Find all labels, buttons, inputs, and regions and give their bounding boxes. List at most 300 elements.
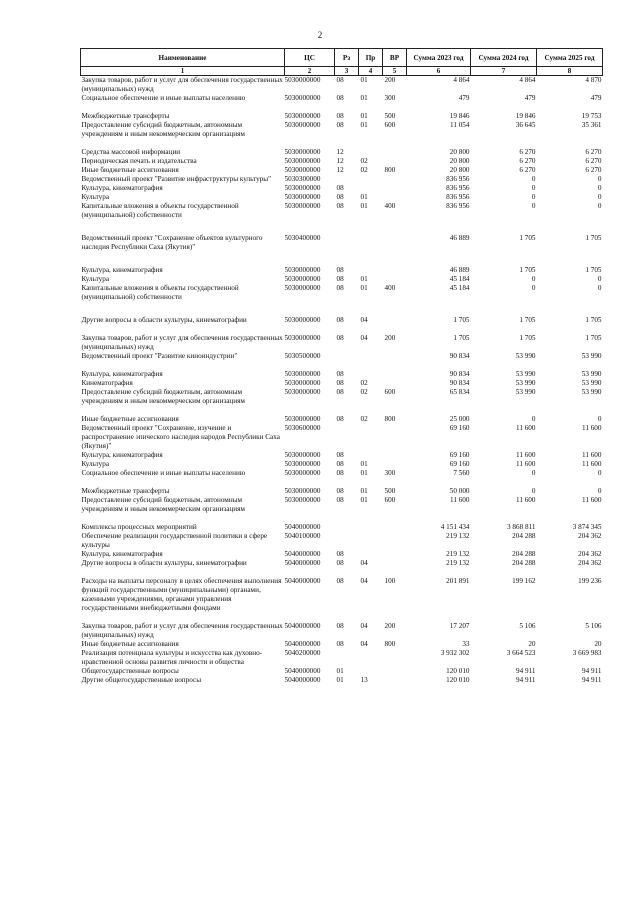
row-sum-2025: 11 600 [582, 496, 602, 504]
row-sum-2025: 204 362 [578, 532, 602, 540]
row-sum-2023: 45 184 [449, 275, 470, 283]
row-sum-2023: 46 889 [449, 266, 470, 274]
row-pr [359, 532, 383, 550]
row-cs: 5030400000 [284, 234, 321, 242]
row-vr [383, 266, 407, 275]
row-sum-2023: 201 891 [446, 577, 470, 585]
row-cs: 5030000000 [284, 76, 321, 84]
row-sum-2023: 219 132 [446, 550, 470, 558]
row-cs: 5040000000 [284, 577, 321, 585]
table-row [81, 532, 603, 550]
row-sum-2023: 120 010 [446, 667, 470, 675]
table-header [81, 49, 603, 76]
row-vr: 200 [384, 76, 396, 84]
spacer-cell [81, 514, 603, 523]
row-sum-2025: 6 270 [585, 148, 602, 156]
row-vr: 300 [384, 94, 396, 102]
row-sum-2025: 53 990 [581, 352, 602, 360]
row-vr [383, 193, 407, 202]
row-pr [359, 523, 383, 532]
spacer-row [81, 302, 603, 316]
row-rz: 08 [336, 184, 344, 192]
row-rz [335, 532, 359, 550]
row-sum-2024: 1 705 [519, 316, 536, 324]
spacer-cell [81, 613, 603, 622]
row-cs: 5030000000 [284, 121, 321, 129]
row-sum-2025: 0 [597, 469, 602, 477]
row-vr [383, 559, 407, 568]
table-row [81, 577, 603, 613]
row-sum-2023: 219 132 [446, 532, 470, 540]
row-cs: 5030000000 [284, 451, 321, 459]
row-pr: 01 [360, 469, 368, 477]
row-sum-2024: 5 106 [519, 622, 536, 630]
row-cs: 5030000000 [284, 316, 321, 324]
row-name: Капитальные вложения в объекты государственной (муниципальной) собственности [81, 202, 239, 219]
row-vr [383, 523, 407, 532]
row-rz: 08 [336, 112, 344, 120]
row-name: Закупка товаров, работ и услуг для обеспечения государственных (муниципальных) нужд [81, 622, 283, 639]
row-sum-2023: 90 834 [449, 370, 470, 378]
row-cs: 5030000000 [284, 266, 321, 274]
row-sum-2024: 36 645 [515, 121, 536, 129]
spacer-row [81, 478, 603, 487]
table-row [81, 370, 603, 379]
table-row [81, 193, 603, 202]
table-row [81, 352, 603, 361]
spacer-cell [81, 406, 603, 415]
row-rz: 12 [336, 166, 344, 174]
row-vr [383, 352, 407, 361]
row-sum-2023: 45 184 [449, 284, 470, 292]
row-cs: 5030000000 [284, 94, 321, 102]
row-sum-2024: 0 [531, 184, 536, 192]
row-cs: 5030000000 [284, 275, 321, 283]
row-cs: 5030000000 [284, 202, 321, 210]
spacer-row [81, 406, 603, 415]
spacer-row [81, 361, 603, 370]
row-pr [359, 370, 383, 379]
row-sum-2025: 11 600 [582, 460, 602, 468]
row-rz: 08 [336, 379, 344, 387]
row-sum-2025: 35 361 [581, 121, 602, 129]
row-vr [383, 275, 407, 284]
row-vr: 800 [384, 415, 396, 423]
row-vr: 400 [384, 202, 396, 210]
spacer-cell [81, 568, 603, 577]
row-sum-2023: 11 600 [450, 496, 470, 504]
row-pr: 04 [360, 577, 368, 585]
row-pr: 01 [360, 121, 368, 129]
table-row [81, 415, 603, 424]
row-sum-2023: 836 956 [446, 193, 470, 201]
row-rz: 08 [336, 415, 344, 423]
row-sum-2024: 204 288 [512, 550, 536, 558]
row-sum-2024: 6 270 [519, 148, 536, 156]
row-rz [335, 352, 359, 361]
row-cs: 5040000000 [284, 667, 321, 675]
row-name: Другие вопросы в области культуры, кинематографии [81, 316, 247, 324]
row-pr: 04 [360, 622, 368, 630]
row-rz [335, 234, 359, 252]
table-row [81, 622, 603, 640]
row-vr [383, 184, 407, 193]
row-vr: 200 [384, 622, 396, 630]
row-vr: 800 [384, 166, 396, 174]
row-rz: 12 [336, 148, 344, 156]
row-sum-2025: 94 911 [582, 667, 602, 675]
table-row [81, 388, 603, 406]
row-pr: 01 [360, 460, 368, 468]
row-vr: 600 [384, 496, 396, 504]
row-vr [383, 550, 407, 559]
row-cs: 5030300000 [284, 175, 321, 183]
row-cs: 5030000000 [284, 166, 321, 174]
row-cs: 5030000000 [284, 148, 321, 156]
row-cs: 5030000000 [284, 193, 321, 201]
row-sum-2025: 1 705 [585, 234, 602, 242]
row-cs: 5030000000 [284, 388, 321, 396]
spacer-row [81, 325, 603, 334]
header-name: Наименование [81, 49, 285, 67]
row-cs: 5040000000 [284, 523, 321, 531]
row-name: Другие общегосударственные вопросы [81, 676, 202, 684]
row-pr [359, 352, 383, 361]
row-name: Социальное обеспечение и иные выплаты населению [81, 94, 246, 102]
spacer-row [81, 514, 603, 523]
row-cs: 5040000000 [284, 550, 321, 558]
row-pr: 02 [360, 415, 368, 423]
row-name: Ведомственный проект "Сохранение, изучение и распространение эпического наследия народов Республики Саха (Якутия)" [81, 424, 280, 450]
row-name: Закупка товаров, работ и услуг для обеспечения государственных (муниципальных) нужд [81, 76, 283, 93]
header-pr: Пр [359, 49, 383, 67]
row-pr: 01 [360, 202, 368, 210]
row-sum-2023: 219 132 [446, 559, 470, 567]
spacer-cell [81, 139, 603, 148]
row-sum-2025: 4 870 [585, 76, 602, 84]
row-cs: 5030500000 [284, 352, 321, 360]
row-sum-2024: 53 990 [515, 370, 536, 378]
row-rz: 08 [336, 193, 344, 201]
row-cs: 5030000000 [284, 284, 321, 292]
row-sum-2023: 69 160 [449, 460, 470, 468]
row-pr: 02 [360, 157, 368, 165]
table-row [81, 76, 603, 95]
row-sum-2024: 11 600 [516, 424, 536, 432]
row-name: Культура, кинематография [81, 451, 163, 459]
table-row [81, 667, 603, 676]
row-rz: 08 [336, 496, 344, 504]
column-number: 8 [537, 67, 603, 76]
table-row [81, 121, 603, 139]
row-rz: 08 [336, 76, 344, 84]
row-sum-2024: 0 [531, 415, 536, 423]
table-row [81, 175, 603, 184]
row-sum-2025: 3 669 983 [572, 649, 602, 657]
row-sum-2023: 90 834 [449, 352, 470, 360]
row-sum-2024: 11 600 [516, 451, 536, 459]
table-row [81, 202, 603, 220]
spacer-cell [81, 220, 603, 234]
table-row [81, 523, 603, 532]
row-sum-2024: 6 270 [519, 166, 536, 174]
row-sum-2024: 53 990 [515, 388, 536, 396]
budget-table [80, 48, 603, 685]
row-rz: 08 [336, 370, 344, 378]
row-sum-2025: 20 [594, 640, 602, 648]
row-pr: 02 [360, 166, 368, 174]
column-number: 6 [407, 67, 471, 76]
row-sum-2023: 20 800 [449, 166, 470, 174]
row-pr [359, 451, 383, 460]
row-sum-2025: 0 [597, 202, 602, 210]
row-sum-2024: 199 162 [512, 577, 536, 585]
row-name: Ведомственный проект "Сохранение объектов культурного наследия Республики Саха (Якутия)" [81, 234, 263, 251]
row-pr [359, 266, 383, 275]
table-row [81, 379, 603, 388]
row-vr [383, 676, 407, 685]
row-vr: 400 [384, 284, 396, 292]
row-sum-2024: 53 990 [515, 379, 536, 387]
row-pr: 01 [360, 487, 368, 495]
row-cs: 5040200000 [284, 649, 321, 657]
row-sum-2024: 6 270 [519, 157, 536, 165]
row-rz [335, 523, 359, 532]
row-sum-2023: 69 160 [449, 451, 470, 459]
table-row [81, 559, 603, 568]
row-rz: 08 [336, 388, 344, 396]
row-name: Кинематография [81, 379, 133, 387]
row-sum-2024: 19 846 [515, 112, 536, 120]
row-sum-2023: 90 834 [449, 379, 470, 387]
row-vr [383, 451, 407, 460]
row-pr [359, 649, 383, 667]
column-number: 1 [81, 67, 285, 76]
row-pr: 04 [360, 559, 368, 567]
row-sum-2024: 11 600 [516, 496, 536, 504]
spacer-row [81, 252, 603, 266]
row-name: Культура, кинематография [81, 370, 163, 378]
row-sum-2025: 11 600 [582, 424, 602, 432]
table-row [81, 451, 603, 460]
header-vr: ВР [383, 49, 407, 67]
row-rz: 08 [336, 284, 344, 292]
table-row [81, 148, 603, 157]
row-name: Социальное обеспечение и иные выплаты населению [81, 469, 246, 477]
row-pr: 04 [360, 640, 368, 648]
row-vr [383, 157, 407, 166]
row-name: Культура [81, 460, 110, 468]
row-sum-2024: 0 [531, 193, 536, 201]
table-row [81, 334, 603, 352]
row-vr [383, 379, 407, 388]
row-rz: 08 [336, 94, 344, 102]
row-sum-2024: 204 288 [512, 532, 536, 540]
row-sum-2024: 94 911 [516, 676, 536, 684]
row-sum-2025: 0 [597, 193, 602, 201]
row-pr: 04 [360, 334, 368, 342]
row-sum-2024: 204 288 [512, 559, 536, 567]
row-pr: 01 [360, 193, 368, 201]
row-vr: 600 [384, 388, 396, 396]
spacer-cell [81, 252, 603, 266]
row-sum-2023: 4 151 434 [440, 523, 470, 531]
table-row [81, 460, 603, 469]
row-sum-2025: 204 362 [578, 550, 602, 558]
table-row [81, 550, 603, 559]
table-row [81, 234, 603, 252]
row-sum-2023: 69 160 [449, 424, 470, 432]
row-sum-2023: 1 705 [453, 334, 470, 342]
row-name: Иные бюджетные ассигнования [81, 640, 179, 648]
row-sum-2025: 94 911 [582, 676, 602, 684]
row-cs: 5030000000 [284, 112, 321, 120]
row-pr [359, 148, 383, 157]
row-vr: 600 [384, 121, 396, 129]
row-rz: 08 [336, 487, 344, 495]
row-sum-2023: 25 000 [449, 415, 470, 423]
row-cs: 5040100000 [284, 532, 321, 540]
row-rz [335, 649, 359, 667]
row-sum-2024: 94 911 [516, 667, 536, 675]
spacer-row [81, 568, 603, 577]
row-vr [383, 460, 407, 469]
table-row [81, 266, 603, 275]
table-row [81, 469, 603, 478]
column-number: 7 [471, 67, 537, 76]
row-sum-2025: 19 753 [581, 112, 602, 120]
row-sum-2024: 0 [531, 487, 536, 495]
row-vr [383, 424, 407, 451]
row-name: Средства массовой информации [81, 148, 181, 156]
row-sum-2023: 20 800 [449, 148, 470, 156]
row-name: Другие вопросы в области культуры, кинематографии [81, 559, 247, 567]
row-name: Культура [81, 275, 110, 283]
row-rz: 08 [336, 334, 344, 342]
row-rz: 08 [336, 550, 344, 558]
table-body [81, 76, 603, 686]
row-cs: 5030000000 [284, 496, 321, 504]
table-row [81, 94, 603, 103]
row-cs: 5030000000 [284, 415, 321, 423]
row-sum-2024: 0 [531, 175, 536, 183]
row-name: Межбюджетные трансферты [81, 487, 170, 495]
row-name: Ведомственный проект "Развитие киноиндустрии" [81, 352, 238, 360]
table-row [81, 649, 603, 667]
row-rz: 12 [336, 157, 344, 165]
row-pr: 01 [360, 94, 368, 102]
row-sum-2025: 0 [597, 275, 602, 283]
row-cs: 5030000000 [284, 469, 321, 477]
row-pr: 04 [360, 316, 368, 324]
row-sum-2023: 120 010 [446, 676, 470, 684]
row-sum-2024: 20 [528, 640, 536, 648]
row-name: Культура, кинематография [81, 184, 163, 192]
row-name: Культура, кинематография [81, 550, 163, 558]
row-name: Обеспечение реализации государственной политики в сфере культуры [81, 532, 268, 549]
row-rz: 08 [336, 451, 344, 459]
row-name: Расходы на выплаты персоналу в целях обеспечения выполнения функций государственными (муниципальными) органами, казенными учреждениями, органами управления государственными внебюджетными фондами [81, 577, 282, 612]
header-sum-2025: Сумма 2025 год [537, 49, 603, 67]
row-name: Культура [81, 193, 110, 201]
row-pr: 01 [360, 76, 368, 84]
row-sum-2025: 11 600 [582, 451, 602, 459]
row-rz: 08 [336, 622, 344, 630]
row-pr: 01 [360, 284, 368, 292]
row-name: Капитальные вложения в объекты государственной (муниципальной) собственности [81, 284, 239, 301]
row-pr: 01 [360, 112, 368, 120]
row-pr [359, 424, 383, 451]
row-cs: 5040000000 [284, 559, 321, 567]
spacer-cell [81, 361, 603, 370]
row-sum-2025: 199 236 [578, 577, 602, 585]
row-rz: 08 [336, 121, 344, 129]
row-name: Предоставление субсидий бюджетным, автономным учреждениям и иным некоммерческим организациям [81, 496, 245, 513]
row-rz: 08 [336, 640, 344, 648]
row-cs: 5030000000 [284, 184, 321, 192]
page-number: 2 [317, 30, 323, 40]
table-row [81, 184, 603, 193]
row-cs: 5030600000 [284, 424, 321, 432]
row-vr [383, 234, 407, 252]
row-vr [383, 370, 407, 379]
header-sum-2024: Сумма 2024 год [471, 49, 537, 67]
row-name: Межбюджетные трансферты [81, 112, 170, 120]
row-sum-2023: 33 [462, 640, 470, 648]
row-vr [383, 649, 407, 667]
row-rz: 01 [336, 667, 344, 675]
row-sum-2024: 0 [531, 275, 536, 283]
row-sum-2023: 836 956 [446, 175, 470, 183]
row-sum-2024: 3 868 811 [507, 523, 536, 531]
row-sum-2025: 1 705 [585, 334, 602, 342]
row-sum-2025: 0 [597, 175, 602, 183]
row-sum-2025: 1 705 [585, 266, 602, 274]
row-sum-2023: 836 956 [446, 184, 470, 192]
spacer-row [81, 220, 603, 234]
row-sum-2024: 0 [531, 202, 536, 210]
spacer-row [81, 103, 603, 112]
row-sum-2023: 19 846 [449, 112, 470, 120]
row-sum-2024: 4 864 [519, 76, 536, 84]
row-pr [359, 550, 383, 559]
spacer-cell [81, 325, 603, 334]
row-name: Предоставление субсидий бюджетным, автономным учреждениям и иным некоммерческим организациям [81, 121, 245, 138]
row-name: Иные бюджетные ассигнования [81, 166, 179, 174]
row-sum-2025: 6 270 [585, 166, 602, 174]
row-pr: 13 [360, 676, 368, 684]
column-number: 5 [383, 67, 407, 76]
row-sum-2023: 20 800 [449, 157, 470, 165]
row-sum-2023: 479 [458, 94, 470, 102]
row-vr: 300 [384, 469, 396, 477]
row-sum-2023: 46 889 [449, 234, 470, 242]
row-rz: 08 [336, 460, 344, 468]
table-row [81, 157, 603, 166]
row-pr [359, 234, 383, 252]
table-row [81, 496, 603, 514]
row-pr [359, 184, 383, 193]
row-sum-2024: 479 [524, 94, 536, 102]
row-sum-2025: 3 874 345 [572, 523, 602, 531]
spacer-cell [81, 103, 603, 112]
row-rz: 08 [336, 577, 344, 585]
table-row [81, 166, 603, 175]
row-pr: 01 [360, 275, 368, 283]
row-pr [359, 667, 383, 676]
row-name: Периодическая печать и издательства [81, 157, 197, 165]
row-sum-2023: 50 000 [449, 487, 470, 495]
